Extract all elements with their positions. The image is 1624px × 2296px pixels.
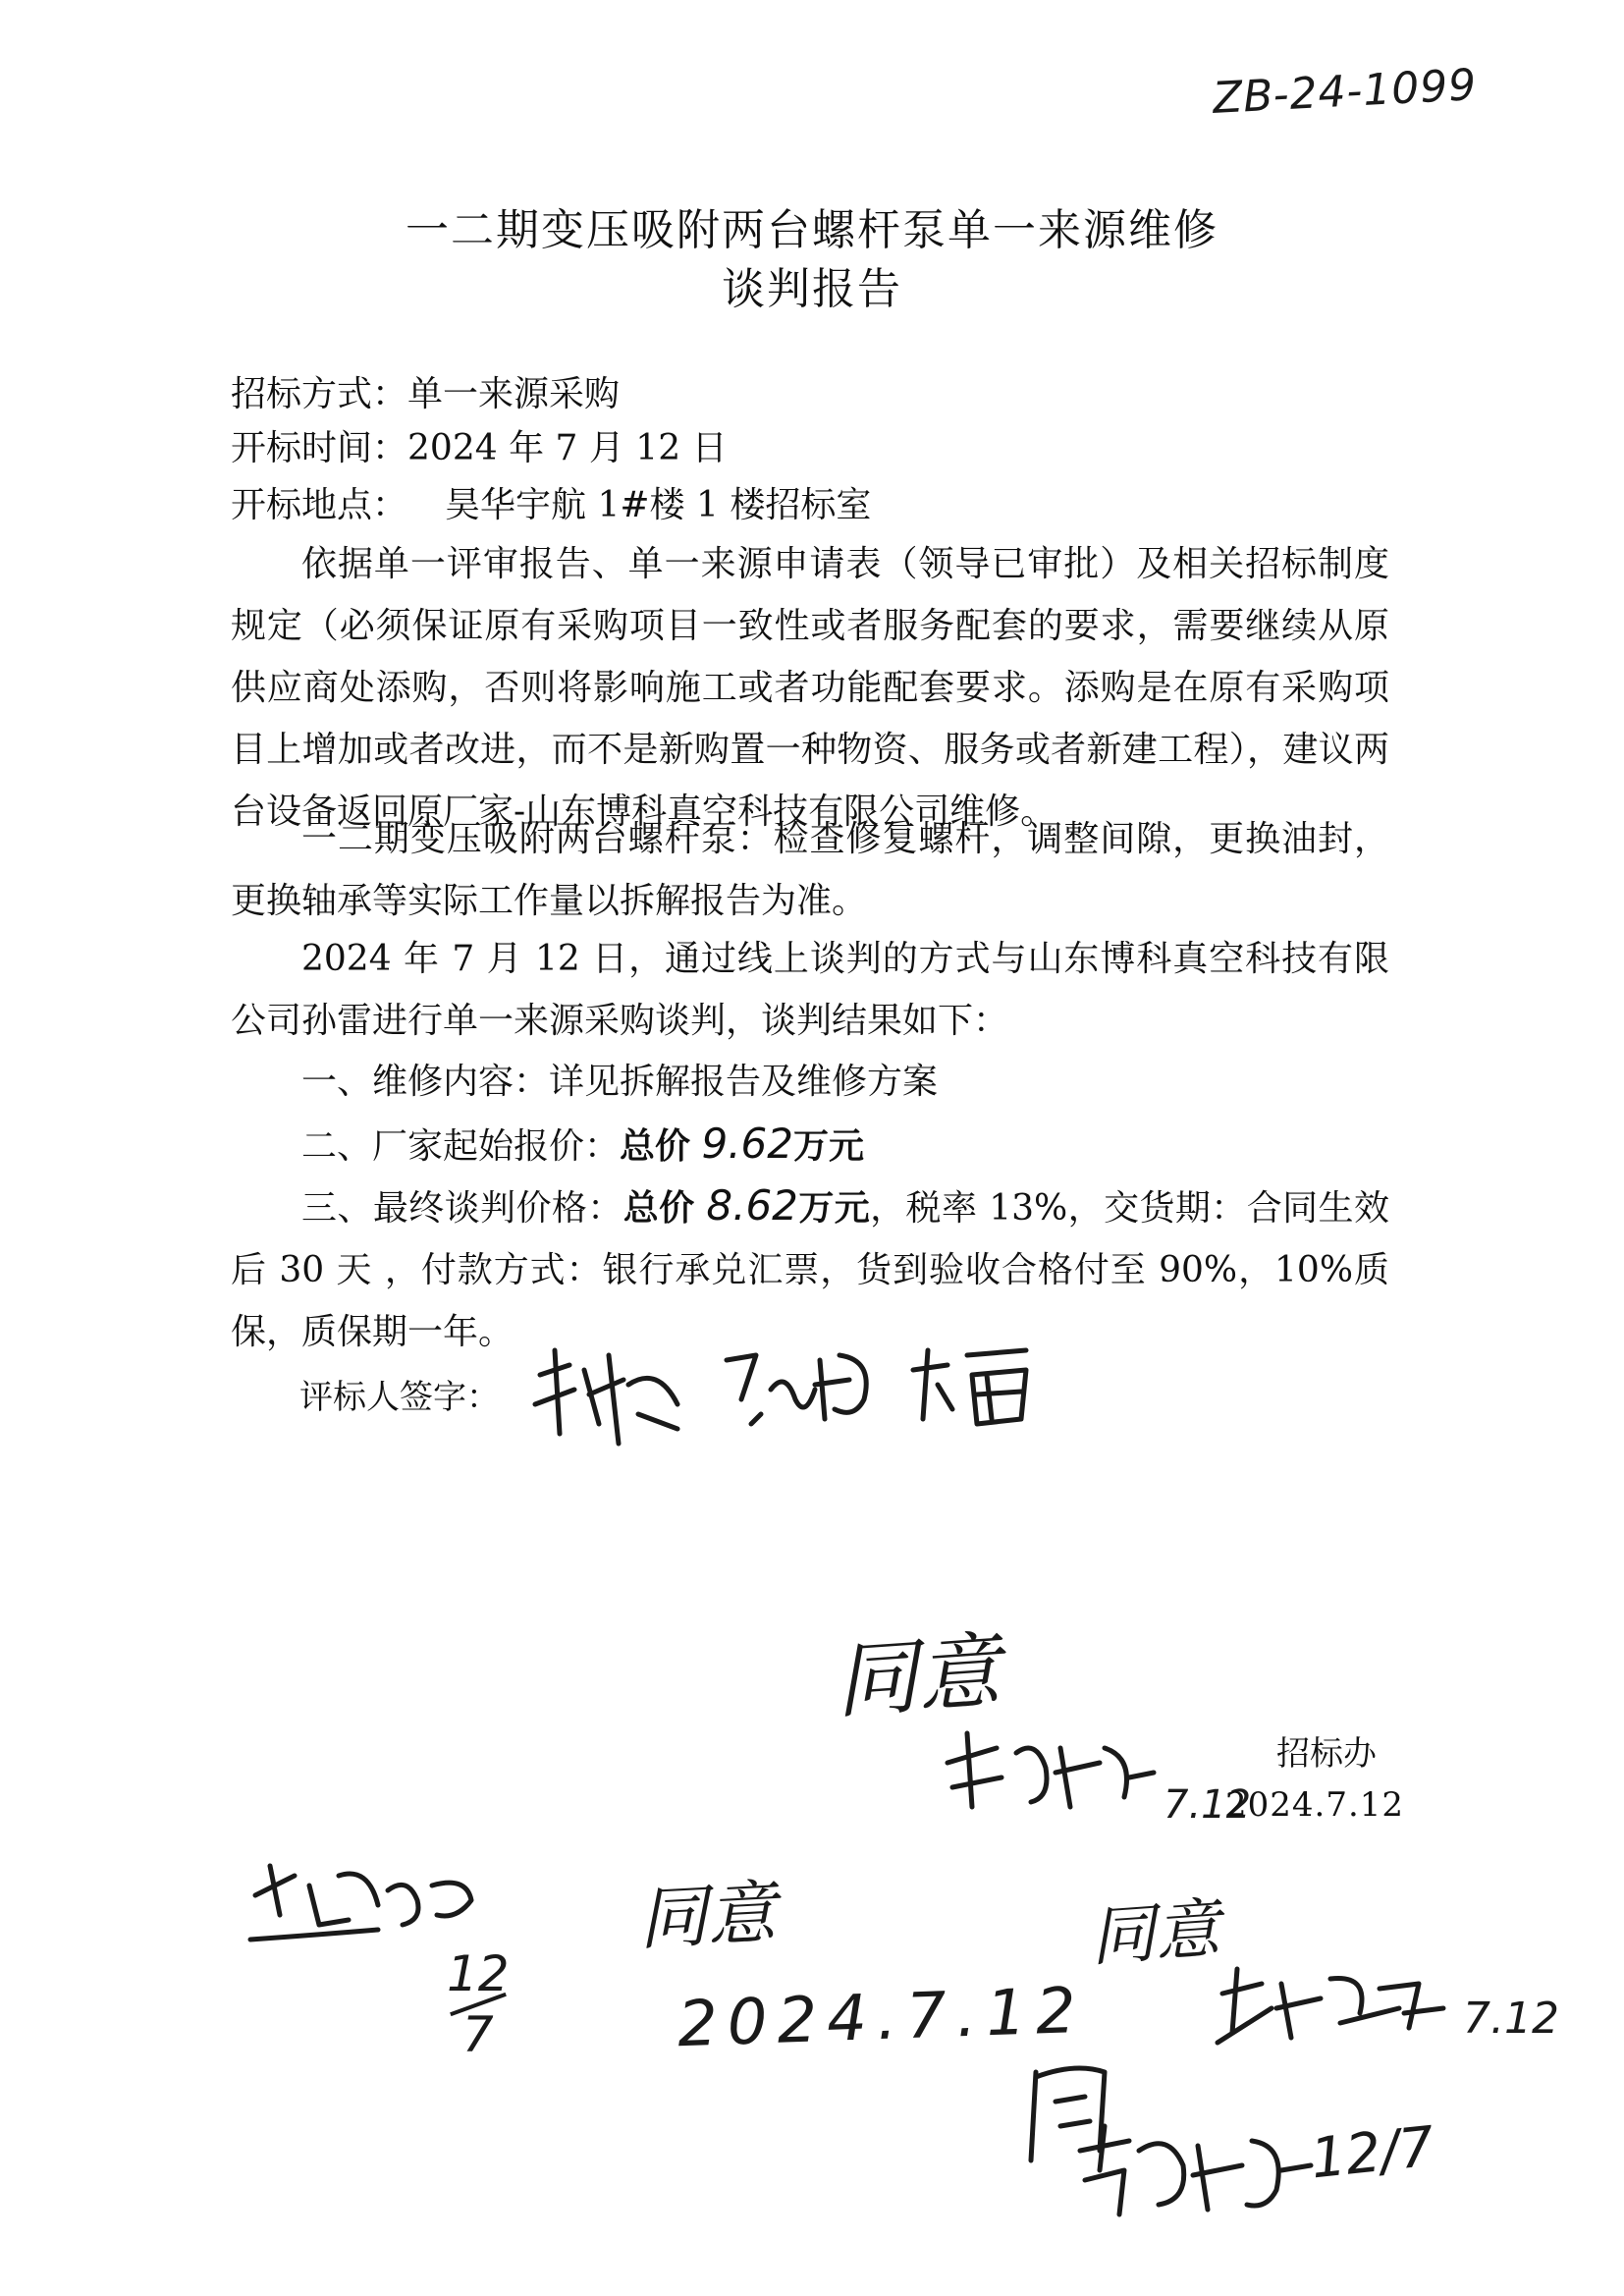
paragraph-scope xyxy=(231,808,1389,932)
final-price-terms: ，税率 13%，交货期：合同生效后 30 天 ，付款方式：银行承兑汇票，货到验收合格付至 90%，10%质保，质保期一年。 xyxy=(231,1188,1389,1352)
approval-signature-3 xyxy=(1213,1954,1448,2052)
approval-handwriting-2: 同意 xyxy=(636,1872,779,1960)
paragraph-negotiation-text: 2024 年 7 月 12 日，通过线上谈判的方式与山东博科真空科技有限公司孙雷进行单一来源采购谈判，谈判结果如下： xyxy=(231,939,1389,1041)
bid-time-label: 开标时间： xyxy=(231,428,408,468)
bid-method-label: 招标方式： xyxy=(231,374,408,414)
paragraph-basis-text: 依据单一评审报告、单一来源申请表（领导已审批）及相关招标制度规定（必须保证原有采购项目一致性或者服务配套的要求，需要继续从原供应商处添购，否则将影响施工或者功能配套要求。添购是在原有采购项目上增加或者改进，而不是新购置一种物资、服务或者新建工程），建议两台设备返回原厂家-山东博科真空科技有限公司维修。 xyxy=(231,544,1389,832)
evaluator-signature-1 xyxy=(530,1336,687,1453)
result-item-content: 一、维修内容：详见拆解报告及维修方案 xyxy=(301,1062,939,1102)
final-price-unit: 万元 xyxy=(797,1187,871,1229)
approval-date-2: 7.12 xyxy=(1463,1994,1559,2044)
paragraph-negotiation xyxy=(231,928,1389,1052)
bid-time-row xyxy=(231,422,728,475)
bid-place-label: 开标地点： xyxy=(231,485,408,525)
approval-handwriting-3: 同意 xyxy=(1087,1890,1222,1976)
result-item-initial-quote xyxy=(231,1113,864,1177)
bid-office-name: 招标办 xyxy=(1276,1734,1377,1774)
final-price-total-label: 总价 xyxy=(623,1187,695,1229)
evaluator-signature-label: 评标人签字： xyxy=(299,1378,500,1417)
approval-handwriting-1: 同意 xyxy=(832,1622,1003,1730)
approval-signature-5 xyxy=(1070,2111,1316,2229)
document-title-line-1: 一二期变压吸附两台螺杆泵单一来源维修 xyxy=(406,205,1218,255)
paragraph-basis xyxy=(231,533,1389,843)
evaluator-signature-3 xyxy=(898,1331,1046,1439)
evaluator-signature-2 xyxy=(717,1331,884,1439)
initial-quote-total-label: 总价 xyxy=(620,1125,691,1167)
fraction-top: 12 xyxy=(447,1945,510,2002)
final-price-amount: 8.62 xyxy=(706,1181,798,1230)
final-price-label: 三、最终谈判价格： xyxy=(301,1188,623,1229)
initial-quote-unit: 万元 xyxy=(793,1125,865,1167)
initial-quote-label: 二、厂家起始报价： xyxy=(301,1126,621,1167)
fraction-bottom: 7 xyxy=(461,2006,494,2063)
initial-quote-amount: 9.62 xyxy=(701,1120,793,1168)
approval-date-fraction xyxy=(447,1945,510,2063)
document-title-line-2: 谈判报告 xyxy=(722,264,902,314)
bid-method-row xyxy=(231,368,620,421)
approval-date-full: 2024.7.12 xyxy=(676,1974,1087,2062)
approval-signature-1 xyxy=(938,1719,1164,1817)
bid-office-date: 2024.7.12 xyxy=(1225,1785,1405,1825)
approval-date-1: 7.12 xyxy=(1164,1782,1252,1828)
bid-place-row xyxy=(231,479,871,532)
approval-signature-2 xyxy=(241,1846,486,1954)
bid-place-value: 昊华宇航 1#楼 1 楼招标室 xyxy=(445,485,872,525)
document-number: ZB-24-1099 xyxy=(1211,59,1479,125)
paragraph-scope-text: 一二期变压吸附两台螺杆泵：检查修复螺杆，调整间隙，更换油封，更换轴承等实际工作量以拆解报告为准。 xyxy=(231,819,1389,921)
bid-time-value: 2024 年 7 月 12 日 xyxy=(407,428,728,468)
approval-date-3: 12/7 xyxy=(1307,2114,1437,2192)
bid-method-value: 单一来源采购 xyxy=(407,374,621,414)
